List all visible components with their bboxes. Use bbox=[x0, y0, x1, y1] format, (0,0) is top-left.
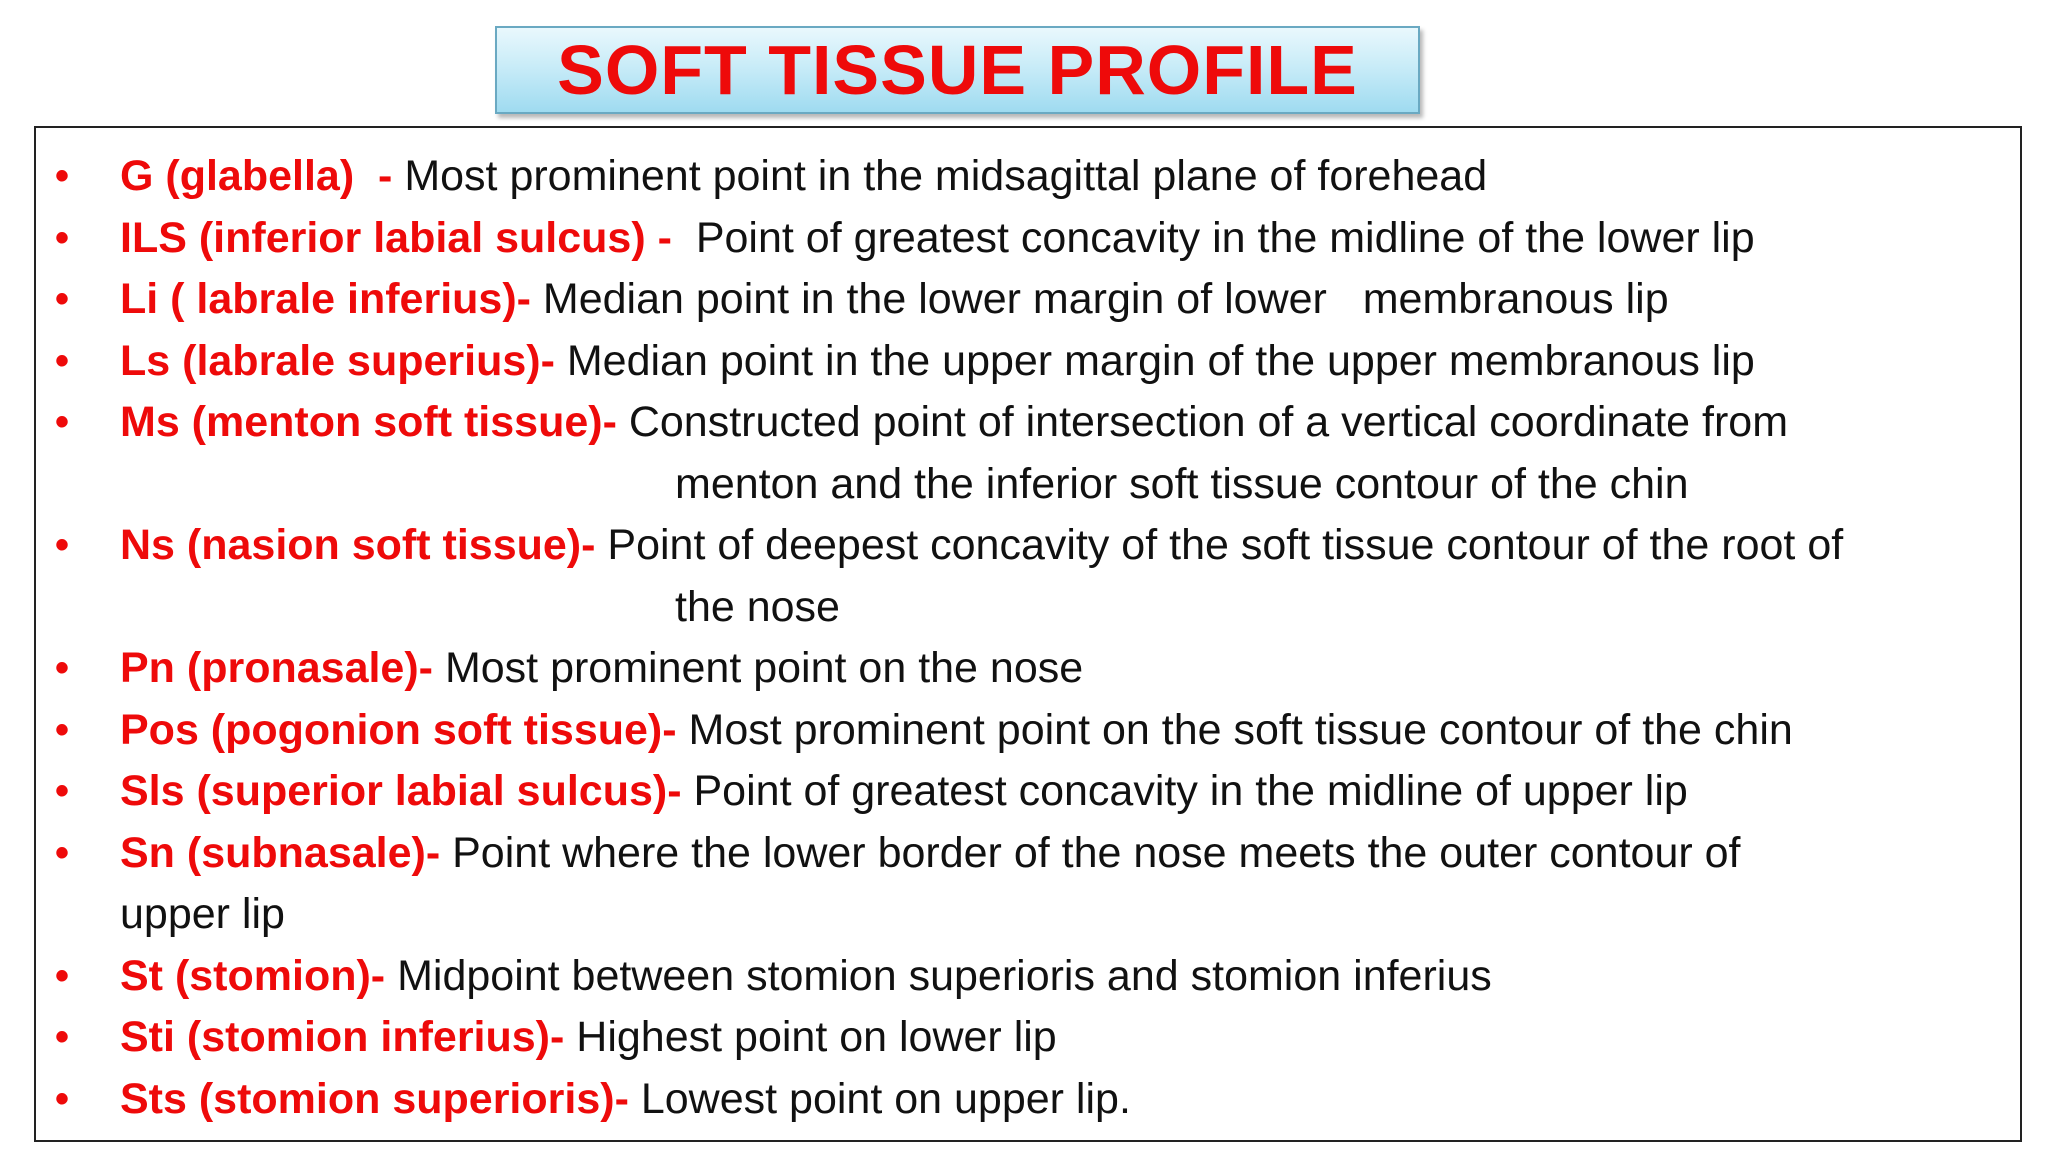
term-label: Pn (pronasale)- bbox=[120, 644, 445, 692]
bullet-icon: • bbox=[55, 646, 70, 690]
term-definition: Point of greatest concavity in the midline of upper lip bbox=[693, 767, 1688, 815]
term-definition-continuation: upper lip bbox=[120, 890, 285, 938]
term-label: Sts (stomion superioris)- bbox=[120, 1074, 641, 1123]
term-label: ILS (inferior labial sulcus) - bbox=[120, 213, 684, 262]
list-item-stomion bbox=[36, 946, 2020, 1008]
term-label: G (glabella) - bbox=[120, 152, 405, 200]
bullet-icon: • bbox=[55, 1015, 70, 1059]
list-item-labrale-superius bbox=[36, 331, 2020, 393]
term-definition: Point where the lower border of the nose meets the outer contour of bbox=[452, 828, 1741, 877]
bullet-icon: • bbox=[55, 707, 70, 752]
list-item-superior-labial-sulcus bbox=[36, 761, 2020, 823]
bullet-icon: • bbox=[55, 953, 70, 998]
title-banner bbox=[495, 26, 1420, 114]
list-item-nasion-soft-tissue bbox=[36, 515, 2020, 638]
term-definition: Midpoint between stomion superioris and stomion inferius bbox=[397, 951, 1492, 1000]
term-definition-continuation: menton and the inferior soft tissue contour of the chin bbox=[675, 459, 1689, 508]
term-definition: Highest point on lower lip bbox=[576, 1013, 1057, 1061]
definitions-list bbox=[36, 146, 2020, 1130]
term-label: Sls (superior labial sulcus)- bbox=[120, 767, 694, 815]
list-item-labrale-inferius bbox=[36, 269, 2020, 331]
bullet-icon: • bbox=[55, 1076, 70, 1121]
term-label: Sti (stomion inferius)- bbox=[120, 1013, 577, 1061]
slide-title: SOFT TISSUE PROFILE bbox=[557, 31, 1358, 109]
term-label: Sn (subnasale)- bbox=[120, 828, 453, 877]
list-item-pogonion-soft-tissue bbox=[36, 700, 2020, 762]
term-label: Ms (menton soft tissue)- bbox=[120, 398, 629, 446]
term-label: Pos (pogonion soft tissue)- bbox=[120, 705, 689, 754]
list-item-subnasale bbox=[36, 823, 2020, 946]
term-definition: Median point in the upper margin of the upper membranous lip bbox=[566, 336, 1755, 385]
bullet-icon: • bbox=[55, 277, 70, 321]
term-label: Li ( labrale inferius)- bbox=[120, 275, 543, 323]
term-definition: Most prominent point in the midsagittal plane of forehead bbox=[404, 152, 1488, 200]
definitions-frame bbox=[34, 126, 2022, 1142]
bullet-icon: • bbox=[55, 215, 70, 260]
list-item-inferior-labial-sulcus bbox=[36, 208, 2020, 270]
list-item-stomion-inferius bbox=[36, 1007, 2020, 1069]
bullet-icon: • bbox=[55, 523, 70, 567]
bullet-icon: • bbox=[55, 830, 70, 875]
term-label: St (stomion)- bbox=[120, 951, 398, 1000]
term-definition: Most prominent point on the nose bbox=[444, 644, 1084, 692]
term-definition: Constructed point of intersection of a vertical coordinate from bbox=[628, 398, 1789, 446]
term-definition: Median point in the lower margin of lower membranous lip bbox=[542, 275, 1669, 323]
list-item-stomion-superioris bbox=[36, 1069, 2020, 1131]
list-item-menton-soft-tissue bbox=[36, 392, 2020, 515]
bullet-icon: • bbox=[55, 400, 70, 444]
list-item-pronasale bbox=[36, 638, 2020, 700]
list-item-glabella bbox=[36, 146, 2020, 208]
term-definition-continuation: the nose bbox=[675, 582, 840, 631]
term-definition: Most prominent point on the soft tissue contour of the chin bbox=[688, 705, 1793, 754]
bullet-icon: • bbox=[55, 338, 70, 383]
term-definition: Point of greatest concavity in the midline of the lower lip bbox=[683, 213, 1755, 262]
term-definition: Lowest point on upper lip. bbox=[640, 1074, 1131, 1123]
bullet-icon: • bbox=[55, 769, 70, 813]
bullet-icon: • bbox=[55, 154, 70, 198]
term-label: Ns (nasion soft tissue)- bbox=[120, 521, 608, 569]
term-definition: Point of deepest concavity of the soft tissue contour of the root of bbox=[607, 521, 1844, 569]
term-label: Ls (labrale superius)- bbox=[120, 336, 567, 385]
